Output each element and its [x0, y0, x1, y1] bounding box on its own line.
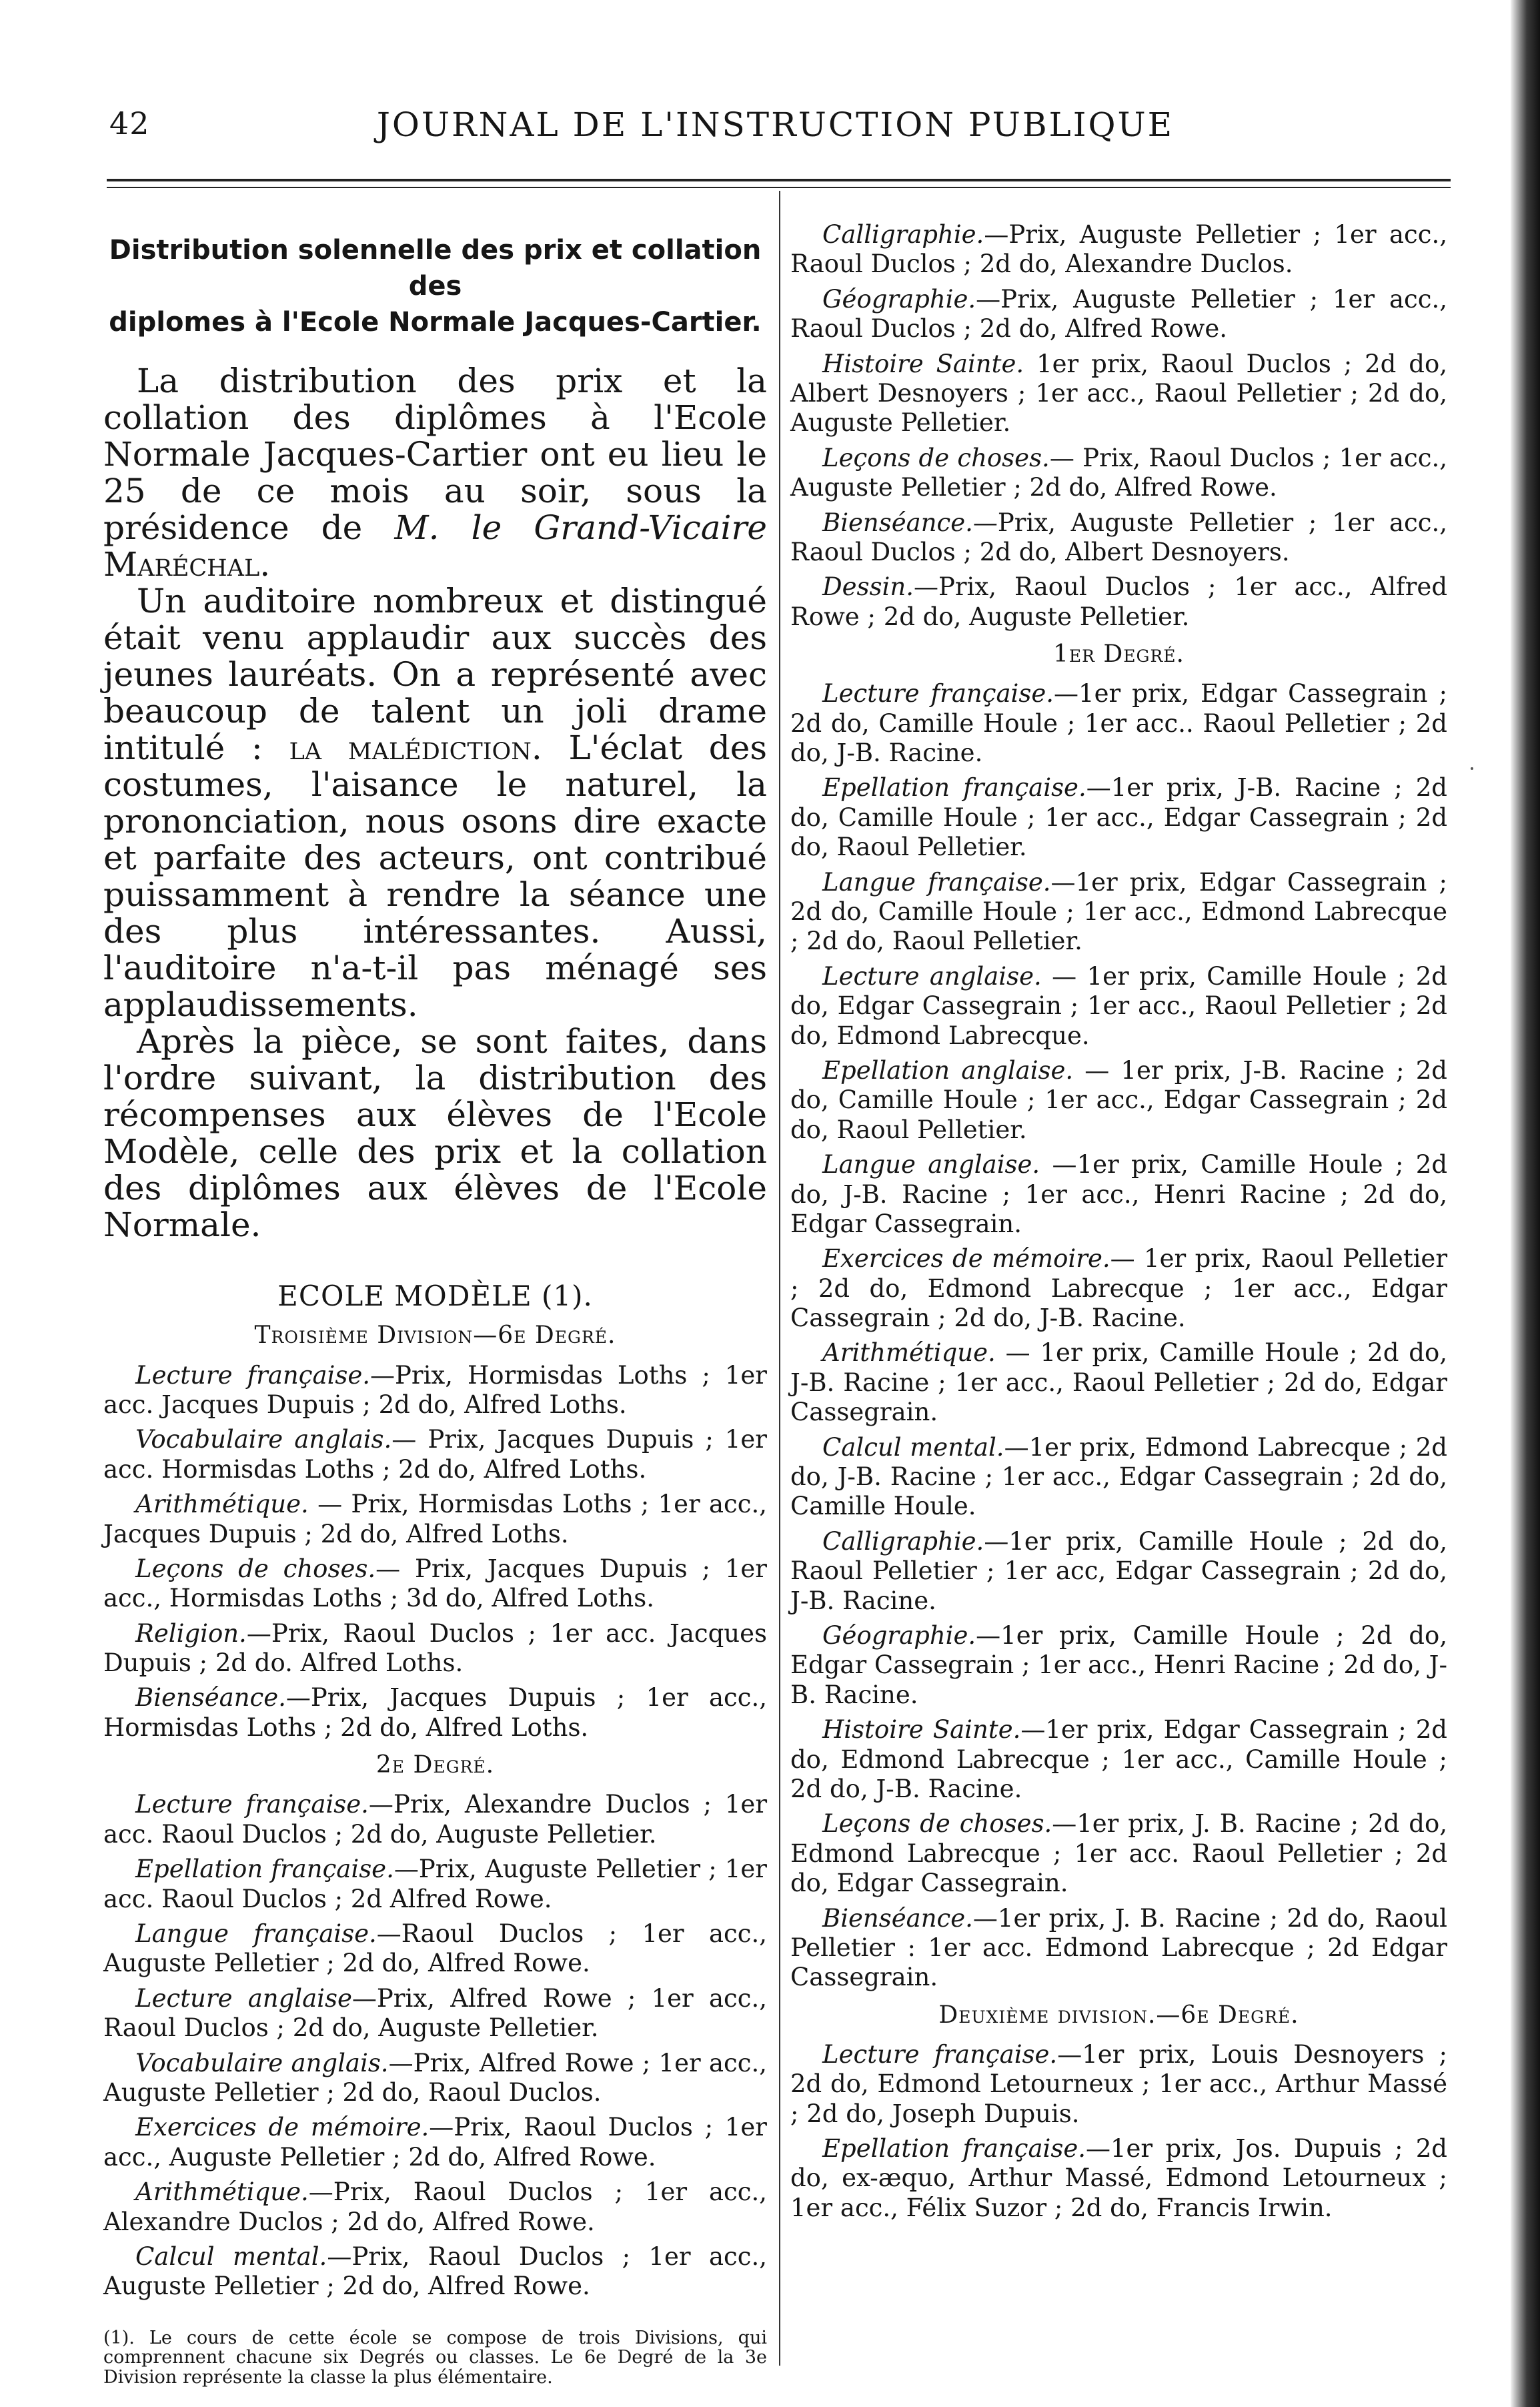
prize-entry [790, 2040, 1447, 2129]
prize-recipients: —Prix, Raoul Duclos ; 1er acc., Alfred Rowe ; 2d do, Auguste Pelletier. [790, 572, 1447, 631]
prize-recipients: —Prix, Auguste Pelletier ; 1er acc., Raoul Duclos ; 2d do, Albert Desnoyers. [790, 508, 1447, 566]
prize-recipients: —1er prix, Louis Desnoyers ; 2d do, Edmond Letourneux ; 1er acc., Arthur Massé ; 2d do, Joseph Dupuis. [790, 2039, 1447, 2128]
prize-subject: Exercices de mémoire. [822, 1244, 1110, 1274]
prize-entry [103, 1855, 767, 1914]
deuxieme-division-heading: Deuxième division.—6e Degré. [938, 2001, 1299, 2029]
prize-recipients: —Prix, Hormisdas Loths ; 1er acc. Jacques Dupuis ; 2d do, Alfred Loths. [103, 1360, 767, 1419]
scan-binding-edge [1511, 0, 1540, 2407]
prize-recipients: — 1er prix, Camille Houle ; 2d do, J-B. Racine ; 1er acc., Raoul Pelletier ; 2d do, Edgar Cassegrain. [790, 1338, 1447, 1427]
prize-entry [790, 2134, 1447, 2223]
prize-subject: Lecture française. [135, 1790, 369, 1819]
header-rule-thin [107, 187, 1451, 188]
prize-recipients: —Prix, Alfred Rowe ; 1er acc., Raoul Duclos ; 2d do, Auguste Pelletier. [103, 1983, 767, 2043]
prize-recipients: — 1er prix, J-B. Racine ; 2d do, Camille Houle ; 1er acc., Edgar Cassegrain ; 2d do, Raoul Pelletier. [790, 1055, 1447, 1144]
running-title: JOURNAL DE L'INSTRUCTION PUBLIQUE [376, 105, 1175, 144]
prize-subject: Epellation française. [135, 1855, 394, 1884]
prize-subject: Lecture française. [822, 2039, 1058, 2069]
prize-entry [103, 1425, 767, 1484]
page-number: 42 [109, 105, 150, 141]
prize-subject: Vocabulaire anglais. [135, 2048, 389, 2077]
prize-list-deg1 [790, 679, 1447, 1992]
prize-recipients: —1er prix, Jos. Dupuis ; 2d do, ex-æquo, Arthur Massé, Edmond Letourneux ; 1er acc., Félix Suzor ; 2d do, Francis Irwin. [790, 2134, 1447, 2222]
intro-paragraph-3: Après la pièce, se sont faites, dans l'ordre suivant, la distribution des récompenses aux élèves de l'Ecole Modèle, celle des prix et la collation des diplômes aux élèves de l'Ecole Normale. [103, 1022, 767, 1244]
prize-entry [790, 773, 1447, 862]
footnote: (1). Le cours de cette école se compose de trois Divisions, qui comprennent chacune six Degrés ou classes. Le 6e Degré de la 3e Division représente la classe la plus élémentaire. [103, 2327, 767, 2388]
article-title [103, 232, 767, 340]
prize-subject: Epellation anglaise. [822, 1055, 1074, 1085]
prize-entry [103, 2178, 767, 2237]
prize-recipients: —Prix, Raoul Duclos ; 1er acc., Alexandre Duclos ; 2d do, Alfred Rowe. [103, 2178, 767, 2236]
prize-entry [103, 1554, 767, 1614]
prize-subject: Leçons de choses. [822, 443, 1050, 472]
prize-recipients: —1er prix, Camille Houle ; 2d do, Raoul Pelletier ; 1er acc, Edgar Cassegrain ; 2d do, J-B. Racine. [790, 1526, 1447, 1615]
prize-entry [103, 1361, 767, 1420]
prize-subject: Lecture française. [822, 679, 1054, 708]
prize-entry [790, 868, 1447, 957]
intro-p2-text-a: Un auditoire nombreux et distingué était venu applaudir aux succès des jeunes lauréats. On a représenté avec beaucoup de talent un joli drame intitulé : [103, 582, 767, 767]
intro-p1-title: M. le Grand-Vicaire [394, 508, 767, 547]
deuxieme-degre-heading: 2e Degré. [375, 1751, 495, 1779]
prize-entry [103, 1790, 767, 1849]
prize-recipients: —1er prix, Camille Houle ; 2d do, J-B. Racine ; 1er acc., Henri Racine ; 2d do, Edgar Cassegrain. [790, 1150, 1447, 1238]
prize-subject: Arithmétique. [135, 1490, 309, 1519]
prize-entry [790, 220, 1447, 280]
prize-subject: Exercices de mémoire. [135, 2113, 430, 2142]
prize-recipients: — Prix, Jacques Dupuis ; 1er acc. Hormisdas Loths ; 2d do, Alfred Loths. [103, 1425, 767, 1484]
prize-recipients: —Prix, Auguste Pelletier ; 1er acc., Raoul Duclos ; 2d do, Alexandre Duclos. [790, 220, 1447, 279]
intro-p1-name: Maréchal. [103, 545, 271, 584]
right-column [790, 220, 1447, 2228]
prize-entry [103, 1919, 767, 1979]
prize-recipients: —1er prix, Edmond Labrecque ; 2d do, J-B. Racine ; 1er acc., Edgar Cassegrain ; 2d do, Camille Houle. [790, 1432, 1447, 1521]
prize-subject: Epellation française. [822, 2134, 1086, 2163]
prize-recipients: —1er prix, J-B. Racine ; 2d do, Camille Houle ; 1er acc., Edgar Cassegrain ; 2d do, Raoul Pelletier. [790, 773, 1447, 862]
prize-entry [790, 1244, 1447, 1333]
prize-subject: Bienséance. [822, 508, 973, 537]
prize-entry [790, 1056, 1447, 1145]
prize-list-div2 [790, 2040, 1447, 2223]
prize-subject: Leçons de choses. [135, 1554, 376, 1583]
prize-recipients: —Prix, Raoul Duclos ; 1er acc. Jacques Dupuis ; 2d do. Alfred Loths. [103, 1618, 767, 1678]
prize-list-deg2 [103, 1790, 767, 2301]
prize-subject: Calcul mental. [822, 1432, 1004, 1462]
prize-entry [790, 1715, 1447, 1804]
prize-entry [103, 1619, 767, 1678]
prize-recipients: —Prix, Raoul Duclos ; 1er acc., Auguste Pelletier ; 2d do, Alfred Rowe. [103, 2242, 767, 2301]
troisieme-division-heading: Troisième Division—6e Degré. [254, 1322, 616, 1350]
prize-entry [790, 1150, 1447, 1239]
prize-entry [103, 1490, 767, 1549]
prize-recipients: —Prix, Auguste Pelletier ; 1er acc., Raoul Duclos ; 2d do, Alfred Rowe. [790, 284, 1447, 344]
prize-entry [790, 1527, 1447, 1616]
prize-subject: Epellation française. [822, 773, 1086, 803]
prize-recipients: —1er prix, Edgar Cassegrain ; 2d do, Camille Houle ; 1er acc.. Raoul Pelletier ; 2d do, J-B. Racine. [790, 679, 1447, 768]
page-header [100, 105, 1451, 145]
prize-entry [103, 2242, 767, 2302]
prize-subject: Langue française. [822, 867, 1051, 897]
prize-subject: Langue anglaise. [822, 1150, 1040, 1179]
prize-subject: Histoire Sainte. [822, 1715, 1021, 1745]
intro-paragraph-1 [103, 363, 767, 583]
column-divider [779, 191, 780, 2366]
prize-recipients: —Prix, Alfred Rowe ; 1er acc., Auguste Pelletier ; 2d do, Raoul Duclos. [103, 2048, 768, 2107]
article-intro [103, 363, 767, 1244]
prize-subject: Lecture anglaise [135, 1983, 352, 2013]
prize-recipients: —Prix, Raoul Duclos ; 1er acc., Auguste Pelletier ; 2d do, Alfred Rowe. [103, 2113, 767, 2172]
prize-recipients: — 1er prix, Raoul Pelletier ; 2d do, Edmond Labrecque ; 1er acc., Edgar Cassegrain ; 2d do, J-B. Racine. [790, 1244, 1448, 1333]
prize-subject: Histoire Sainte. [822, 349, 1024, 378]
prize-subject: Géographie. [822, 1620, 976, 1650]
prize-subject: Calcul mental. [135, 2242, 327, 2271]
prize-recipients: —1er prix, J. B. Racine ; 2d do, Edmond Labrecque ; 1er acc. Raoul Pelletier ; 2d do, Edgar Cassegrain. [790, 1809, 1447, 1898]
article-title-line-1: Distribution solennelle des prix et collation des [109, 235, 762, 302]
ecole-modele-heading: ECOLE MODÈLE (1). [277, 1280, 593, 1312]
prize-subject: Bienséance. [822, 1903, 973, 1933]
prize-recipients: —1er prix, Edgar Cassegrain ; 2d do, Camille Houle ; 1er acc., Edmond Labrecque ; 2d do, Raoul Pelletier. [790, 867, 1447, 956]
prize-recipients: —Prix, Jacques Dupuis ; 1er acc., Hormisdas Loths ; 2d do, Alfred Loths. [103, 1683, 767, 1742]
prize-subject: Géographie. [822, 284, 976, 314]
prize-subject: Calligraphie. [822, 220, 984, 249]
prize-subject: Religion. [135, 1618, 247, 1648]
prize-entry [790, 508, 1447, 568]
prize-subject: Arithmétique. [822, 1338, 996, 1368]
prize-recipients: —Raoul Duclos ; 1er acc., Auguste Pelletier ; 2d do, Alfred Rowe. [103, 1919, 767, 1978]
prize-recipients: — Prix, Hormisdas Loths ; 1er acc., Jacques Dupuis ; 2d do, Alfred Loths. [103, 1490, 767, 1548]
prize-subject: Calligraphie. [822, 1526, 984, 1556]
left-column [103, 220, 767, 2388]
prize-recipients: —1er prix, Edgar Cassegrain ; 2d do, Edmond Labrecque ; 1er acc., Camille Houle ; 2d do, J-B. Racine. [790, 1715, 1447, 1803]
prize-entry [103, 1984, 767, 2043]
prize-entry [790, 572, 1447, 632]
intro-p1-text: La distribution des prix et la collation des diplômes à l'Ecole Normale Jacques-Cartier ont eu lieu le 25 de ce mois au soir, sous la présidence de [103, 362, 767, 547]
prize-subject: Vocabulaire anglais. [135, 1425, 392, 1454]
prize-list-deg2-continued [790, 220, 1447, 632]
prize-subject: Arithmétique. [135, 2178, 309, 2207]
prize-entry [790, 1338, 1447, 1427]
prize-entry [790, 962, 1447, 1051]
prize-recipients: —Prix, Auguste Pelletier ; 1er acc. Raoul Duclos ; 2d Alfred Rowe. [103, 1855, 767, 1913]
prize-subject: Dessin. [822, 572, 914, 602]
intro-paragraph-2 [103, 583, 767, 1023]
prize-recipients: —1er prix, Camille Houle ; 2d do, Edgar Cassegrain ; 1er acc., Henri Racine ; 2d do, J-B. Racine. [790, 1620, 1447, 1709]
article-title-line-2: diplomes à l'Ecole Normale Jacques-Cartier. [109, 307, 762, 338]
prize-recipients: —Prix, Alexandre Duclos ; 1er acc. Raoul Duclos ; 2d do, Auguste Pelletier. [103, 1790, 768, 1849]
prize-subject: Langue française. [135, 1919, 377, 1949]
prize-entry [103, 2049, 767, 2108]
prize-subject: Lecture française. [135, 1360, 370, 1390]
prize-entry [103, 1683, 767, 1743]
prize-entry [790, 1809, 1447, 1898]
prize-entry [103, 2113, 767, 2172]
prize-recipients: 1er prix, Raoul Duclos ; 2d do, Albert Desnoyers ; 1er acc., Raoul Pelletier ; 2d do, Auguste Pelletier. [790, 349, 1447, 438]
prize-entry [790, 679, 1447, 768]
premier-degre-heading: 1er Degré. [1052, 640, 1185, 668]
prize-list-div3 [103, 1361, 767, 1743]
prize-entry [790, 444, 1447, 503]
prize-recipients: — Prix, Raoul Duclos ; 1er acc., Auguste Pelletier ; 2d do, Alfred Rowe. [790, 443, 1447, 502]
prize-entry [790, 350, 1447, 438]
prize-entry [790, 1433, 1447, 1522]
prize-entry [790, 1904, 1447, 1993]
intro-p2-drama: la malédiction. [289, 729, 542, 767]
prize-recipients: —1er prix, J. B. Racine ; 2d do, Raoul Pelletier : 1er acc. Edmond Labrecque ; 2d Edgar Cassegrain. [790, 1903, 1447, 1992]
scan-speck [1471, 767, 1473, 770]
header-rule [107, 179, 1451, 181]
prize-subject: Bienséance. [135, 1683, 286, 1713]
prize-subject: Lecture anglaise. [822, 961, 1042, 991]
intro-p2-text-b: L'éclat des costumes, l'aisance le naturel, la prononciation, nous osons dire exacte et parfaite des acteurs, ont contribué puissamment à rendre la séance une des plus intéressantes. Aussi, l'auditoire n'a-t-il pas ménagé ses applaudissements. [103, 729, 767, 1024]
prize-entry [790, 285, 1447, 344]
prize-recipients: — Prix, Jacques Dupuis ; 1er acc., Hormisdas Loths ; 3d do, Alfred Loths. [103, 1554, 767, 1613]
prize-entry [790, 1621, 1447, 1710]
prize-subject: Leçons de choses. [822, 1809, 1052, 1839]
prize-recipients: — 1er prix, Camille Houle ; 2d do, Edgar Cassegrain ; 1er acc., Raoul Pelletier ; 2d do, Edmond Labrecque. [790, 961, 1447, 1050]
